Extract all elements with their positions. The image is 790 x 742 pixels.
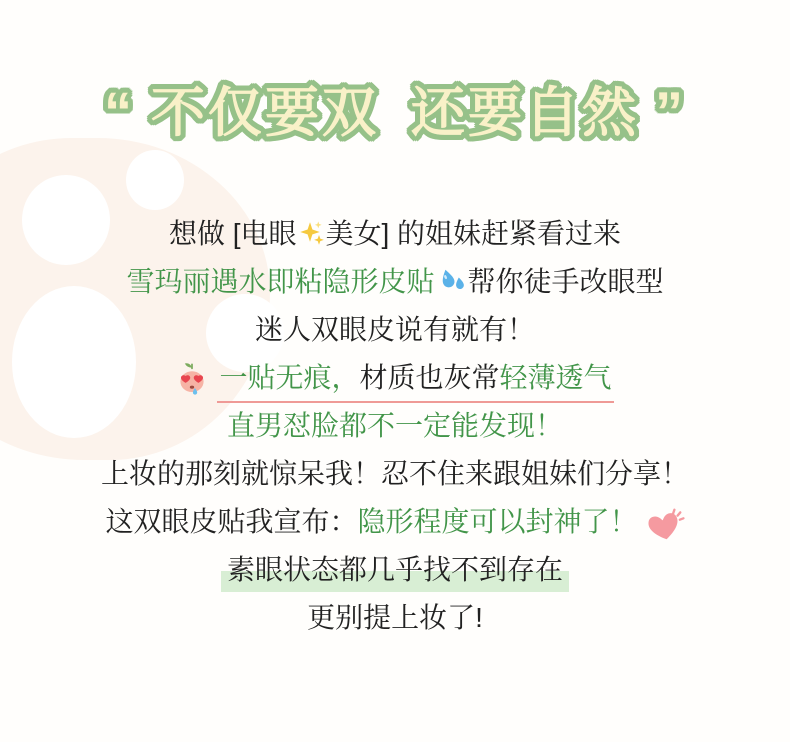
line2-black: 帮你徒手改眼型: [467, 266, 664, 297]
paw-toe-circle: [126, 150, 184, 210]
line7-green: 隐形程度可以封神了！: [357, 506, 638, 537]
line4-green-b: 轻薄透气: [499, 362, 612, 393]
heart-eyes-emoji: [176, 361, 208, 395]
line3-text: 迷人双眼皮说有就有！: [254, 314, 535, 345]
line1-pre: 想做 [电眼: [168, 218, 297, 249]
underlined-claim: [217, 356, 613, 403]
text-line-7: [0, 498, 790, 546]
droplets-icon: [437, 267, 466, 296]
text-line-3: [0, 306, 790, 354]
line9-text: 更别提上妆了!: [307, 602, 483, 633]
line4-green-a: 一贴无痕，: [219, 362, 360, 393]
line7-black: 这双眼皮贴我宣布：: [105, 506, 358, 537]
sparkles-icon: [298, 220, 325, 247]
open-quote-mark: “: [103, 80, 135, 143]
body-text: [0, 210, 790, 642]
text-line-4: [0, 354, 790, 402]
text-line-5: [0, 402, 790, 450]
text-line-9: [0, 594, 790, 642]
close-quote-mark: ”: [655, 80, 686, 143]
line4-black: 材质也灰常: [359, 362, 500, 393]
line6-text: 上妆的那刻就惊呆我！忍不住来跟姐妹们分享！: [100, 458, 689, 489]
brand-claim-text: 雪玛丽遇水即粘隐形皮贴: [126, 266, 435, 297]
text-line-1: [0, 210, 790, 258]
text-line-8: [0, 546, 790, 594]
text-line-6: [0, 450, 790, 498]
line5-text: 直男怼脸都不一定能发现！: [226, 410, 563, 441]
line1-post: 美女] 的姐妹赶紧看过来: [325, 218, 622, 249]
text-line-2: [0, 258, 790, 306]
page-title: [0, 70, 790, 147]
page-title-text: 不仅要双 还要自然: [150, 83, 639, 143]
highlighted-text: 素眼状态都几乎找不到存在: [221, 546, 569, 592]
scribble-heart-icon: [643, 507, 685, 545]
